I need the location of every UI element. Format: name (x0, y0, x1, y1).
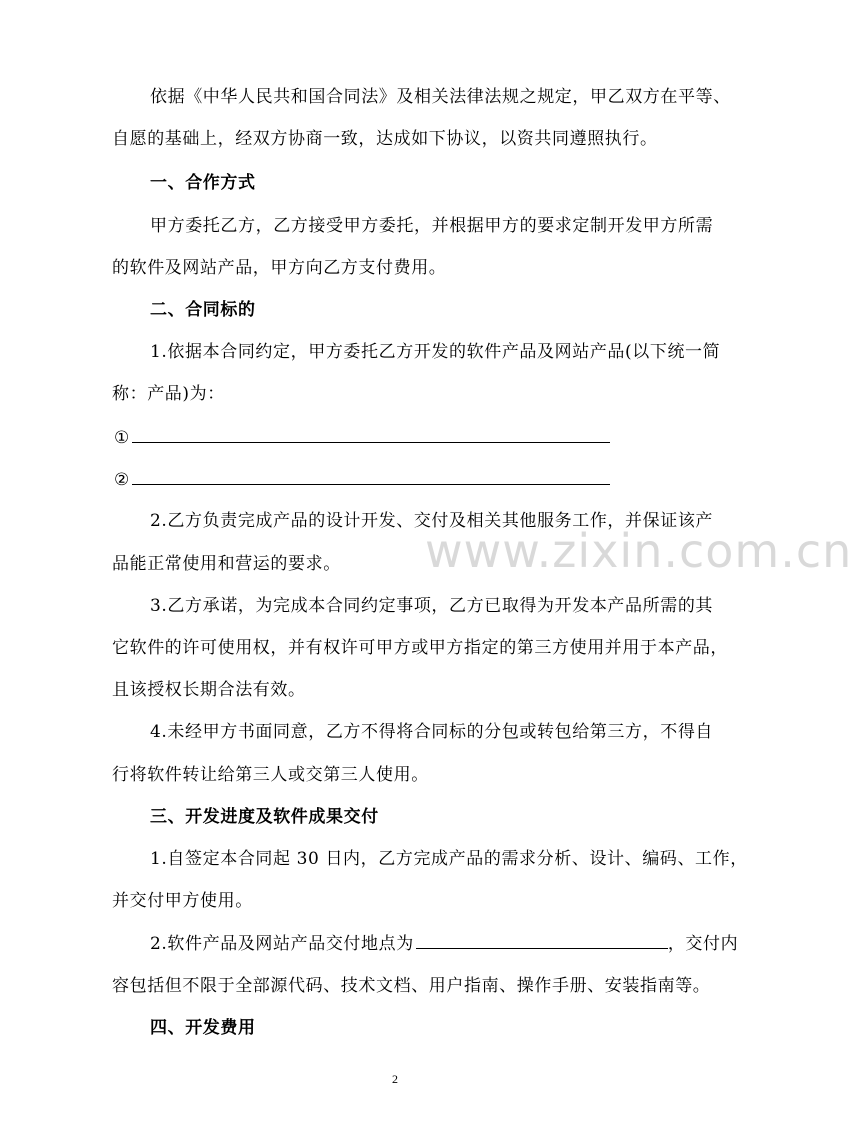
section2-item4-line-1: 4.未经甲方书面同意，乙方不得将合同标的分包或转包给第三方，不得自 (150, 722, 714, 742)
section2-item1-line-1: 1.依据本合同约定，甲方委托乙方开发的软件产品及网站产品(以下统一简 (150, 342, 721, 362)
section2-item3-line-3: 且该授权长期合法有效。 (112, 680, 306, 700)
section-heading-1: 一、合作方式 (150, 173, 256, 193)
blank-line-2 (114, 468, 610, 491)
section1-line-2: 的软件及网站产品，甲方向乙方支付费用。 (112, 258, 447, 278)
section-heading-2: 二、合同标的 (150, 300, 256, 320)
item-marker-1: ① (114, 428, 130, 448)
section3-item2-line-1 (150, 932, 738, 955)
delivery-content-label: ，交付内 (667, 934, 739, 954)
section2-item3-line-1: 3.乙方承诺，为完成本合同约定事项，乙方已取得为开发本产品所需的其 (150, 596, 714, 616)
section-heading-4: 四、开发费用 (150, 1018, 256, 1038)
section2-item1-line-2: 称：产品)为： (112, 384, 225, 404)
section3-item1-line-2: 并交付甲方使用。 (112, 891, 253, 911)
section3-item1-line-1: 1.自签定本合同起 30 日内，乙方完成产品的需求分析、设计、编码、工作， (150, 849, 748, 869)
intro-line-1: 依据《中华人民共和国合同法》及相关法律法规之规定，甲乙双方在平等、 (150, 87, 731, 107)
section2-item2-line-1: 2.乙方负责完成产品的设计开发、交付及相关其他服务工作，并保证该产 (150, 511, 714, 531)
section2-item3-line-2: 它软件的许可使用权，并有权许可甲方或甲方指定的第三方使用并用于本产品， (112, 638, 728, 658)
intro-line-2: 自愿的基础上，经双方协商一致，达成如下协议，以资共同遵照执行。 (112, 129, 658, 149)
blank-line-1 (114, 426, 610, 449)
fill-in-blank-1 (132, 426, 610, 443)
section-heading-3: 三、开发进度及软件成果交付 (150, 807, 379, 827)
section2-item2-line-2: 品能正常使用和营运的要求。 (112, 554, 341, 574)
fill-in-blank-2 (132, 468, 610, 485)
section2-item4-line-2: 行将软件转让给第三人或交第三人使用。 (112, 765, 429, 785)
delivery-location-blank (416, 932, 668, 949)
section1-line-1: 甲方委托乙方，乙方接受甲方委托，并根据甲方的要求定制开发甲方所需 (150, 216, 714, 236)
watermark: www.zixin.com.cn (425, 524, 852, 578)
delivery-location-label: 2.软件产品及网站产品交付地点为 (150, 934, 414, 954)
item-marker-2: ② (114, 470, 130, 490)
section3-item2-line-2: 容包括但不限于全部源代码、技术文档、用户指南、操作手册、安装指南等。 (112, 976, 711, 996)
page-number: 2 (392, 1072, 398, 1086)
